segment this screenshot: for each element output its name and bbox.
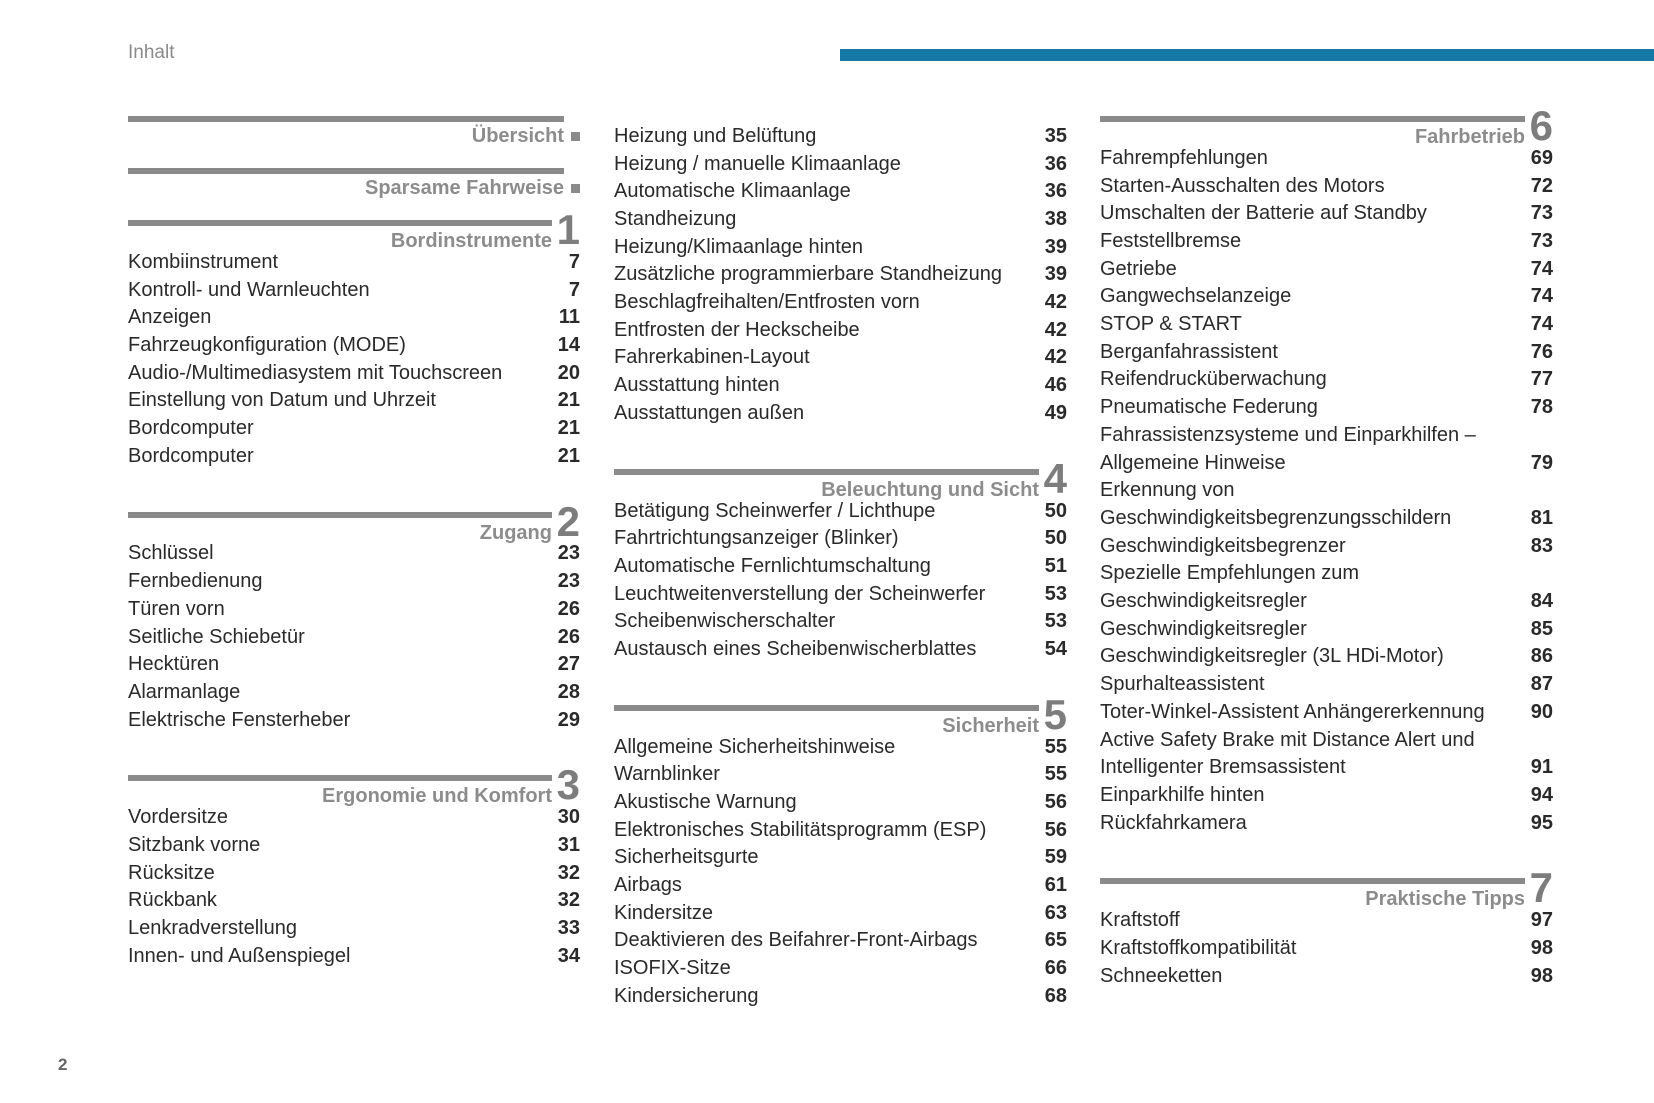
toc-entry-title: Airbags	[614, 874, 682, 897]
toc-entry-page: 74	[1530, 285, 1553, 308]
toc-entry-title: Bordcomputer	[128, 444, 254, 467]
section-title[interactable]: Sparsame Fahrweise	[365, 177, 564, 199]
toc-entry[interactable]	[128, 360, 580, 388]
section-rule	[128, 168, 564, 174]
toc-entry-page: 23	[557, 570, 580, 593]
toc-entry[interactable]	[614, 372, 1067, 400]
toc-entry[interactable]	[614, 581, 1067, 609]
toc-entry-page: 66	[1044, 957, 1067, 980]
toc-entry-page: 31	[557, 833, 580, 856]
toc-entry[interactable]	[128, 332, 580, 360]
section-header	[128, 108, 580, 160]
toc-entry-title: Warnblinker	[614, 763, 720, 786]
toc-entry-page: 36	[1044, 152, 1067, 175]
toc-entry-title: Innen- und Außenspiegel	[128, 944, 351, 967]
toc-entry-title: Umschalten der Batterie auf Standby	[1100, 202, 1427, 225]
toc-entry[interactable]	[1100, 907, 1553, 935]
toc-entry-page: 14	[557, 334, 580, 357]
toc-entry[interactable]	[614, 498, 1067, 526]
section-square-marker	[571, 184, 580, 193]
toc-entry-title: Akustische Warnung	[614, 791, 797, 814]
toc-entry[interactable]	[1100, 699, 1553, 727]
toc-entry-title: Automatische Fernlichtumschaltung	[614, 554, 931, 577]
toc-entry-page: 30	[557, 806, 580, 829]
toc-entry-title: Allgemeine Sicherheitshinweise	[614, 735, 896, 758]
toc-entry[interactable]	[128, 651, 580, 679]
toc-section	[614, 690, 1067, 1011]
toc-entry[interactable]	[614, 317, 1067, 345]
toc-entry-page: 98	[1530, 964, 1553, 987]
section-title[interactable]: Praktische Tipps	[1365, 888, 1525, 911]
toc-entry-title: Standheizung	[614, 208, 737, 231]
toc-entry-title: Spezielle Empfehlungen zum Geschwindigkeitsregler	[1100, 562, 1360, 613]
toc-entry[interactable]	[1100, 810, 1553, 838]
toc-entry[interactable]	[1100, 311, 1553, 339]
toc-entry-page: 28	[557, 680, 580, 703]
toc-entry-page: 59	[1044, 846, 1067, 869]
toc-entry[interactable]	[614, 844, 1067, 872]
toc-entry[interactable]	[614, 900, 1067, 928]
toc-entry-page: 21	[557, 417, 580, 440]
toc-entry[interactable]	[1100, 560, 1553, 615]
toc-entry-page: 11	[558, 306, 580, 329]
toc-entry-page: 56	[1044, 818, 1067, 841]
section-header	[1100, 102, 1553, 149]
toc-entry-title: Kombiinstrument	[128, 250, 279, 273]
section-number: 6	[1529, 102, 1553, 149]
section-title[interactable]: Sicherheit	[942, 714, 1039, 737]
toc-entry-page: 42	[1044, 291, 1067, 314]
toc-entry-title: Spurhalteassistent	[1100, 673, 1265, 696]
toc-entry-page: 38	[1044, 208, 1067, 231]
toc-entry-page: 74	[1530, 313, 1553, 336]
toc-entry-title: Fahrzeugkonfiguration (MODE)	[128, 334, 406, 357]
toc-entry-title: Elektrische Fensterheber	[128, 708, 351, 731]
toc-entry-page: 29	[557, 708, 580, 731]
toc-entry-title: Pneumatische Federung	[1100, 396, 1318, 419]
toc-entry-title: Heizung / manuelle Klimaanlage	[614, 152, 901, 175]
toc-entry-page: 55	[1044, 763, 1067, 786]
toc-entry[interactable]	[614, 400, 1067, 428]
toc-entry-title: STOP & START	[1100, 313, 1242, 336]
toc-entry-title: Betätigung Scheinwerfer / Lichthupe	[614, 499, 936, 522]
toc-entry-title: Berganfahrassistent	[1100, 340, 1278, 363]
toc-entry[interactable]	[128, 387, 580, 415]
toc-entry-page: 53	[1044, 610, 1067, 633]
section-rule	[614, 469, 1039, 475]
toc-entry-title: Reifendrucküberwachung	[1100, 368, 1327, 391]
toc-entry[interactable]	[614, 345, 1067, 373]
toc-section	[1100, 102, 1553, 870]
toc-entry-page: 27	[557, 653, 580, 676]
toc-entry-page: 91	[1530, 756, 1553, 779]
toc-entry-page: 85	[1530, 617, 1553, 640]
toc-entry[interactable]	[128, 443, 580, 471]
toc-entry-page: 95	[1530, 811, 1553, 834]
toc-entry-page: 39	[1044, 235, 1067, 258]
toc-entry[interactable]	[128, 541, 580, 569]
toc-entry-title: Elektronisches Stabilitätsprogramm (ESP)	[614, 818, 987, 841]
toc-entry[interactable]	[1100, 643, 1553, 671]
toc-entry-title: Hecktüren	[128, 653, 220, 676]
toc-entry-title: Geschwindigkeitsregler	[1100, 617, 1307, 640]
toc-entry-title: Entfrosten der Heckscheibe	[614, 318, 860, 341]
toc-entry-page: 54	[1044, 637, 1067, 660]
toc-entry[interactable]	[128, 887, 580, 915]
toc-entry-title: Ausstattung hinten	[614, 374, 780, 397]
toc-entry-page: 98	[1530, 936, 1553, 959]
toc-entry-title: Fahrassistenzsysteme und Einparkhilfen – Allgemeine Hinweise	[1100, 423, 1476, 474]
toc-entry-title: Vordersitze	[128, 806, 229, 829]
toc-entry-title: Schlüssel	[128, 542, 214, 565]
toc-entry[interactable]	[1100, 394, 1553, 422]
toc-entry-page: 79	[1530, 451, 1553, 474]
section-square-marker	[571, 132, 580, 141]
toc-entry-page: 65	[1044, 929, 1067, 952]
toc-section	[614, 454, 1067, 697]
toc-entry[interactable]	[1100, 963, 1553, 991]
toc-entry[interactable]	[128, 568, 580, 596]
toc-entry-title: Ausstattungen außen	[614, 401, 805, 424]
section-rule	[1100, 116, 1525, 122]
toc-entry-title: ISOFIX-Sitze	[614, 957, 731, 980]
toc-section	[614, 108, 1067, 461]
toc-entry[interactable]	[614, 761, 1067, 789]
section-header	[614, 454, 1067, 502]
toc-section	[128, 160, 580, 212]
toc-entry[interactable]	[1100, 671, 1553, 699]
toc-entry-page: 78	[1530, 396, 1553, 419]
header-label: Inhalt	[128, 42, 175, 63]
toc-entry-page: 49	[1044, 401, 1067, 424]
toc-entry[interactable]	[1100, 422, 1553, 477]
section-rule	[614, 705, 1039, 711]
toc-entry-title: Türen vorn	[128, 597, 225, 620]
toc-entry-title: Fernbedienung	[128, 570, 263, 593]
section-title[interactable]: Bordinstrumente	[390, 230, 552, 252]
section-rule	[128, 116, 564, 122]
toc-entry-title: Audio-/Multimediasystem mit Touchscreen	[128, 361, 503, 384]
toc-entry[interactable]	[614, 983, 1067, 1011]
toc-section	[128, 206, 580, 504]
section-number: 2	[556, 497, 580, 545]
toc-entry[interactable]	[1100, 935, 1553, 963]
toc-entry[interactable]	[614, 234, 1067, 262]
toc-entry[interactable]	[614, 608, 1067, 636]
toc-entry-title: Beschlagfreihalten/Entfrosten vorn	[614, 291, 920, 314]
toc-entry[interactable]	[1100, 367, 1553, 395]
section-header	[128, 761, 580, 809]
section-number: 5	[1043, 690, 1067, 738]
toc-entry-page: 55	[1044, 735, 1067, 758]
toc-entry[interactable]	[614, 817, 1067, 845]
toc-entry-page: 39	[1044, 263, 1067, 286]
toc-entry[interactable]	[614, 789, 1067, 817]
toc-entry-title: Deaktivieren des Beifahrer-Front-Airbags	[614, 929, 978, 952]
toc-entry[interactable]	[128, 943, 580, 971]
toc-entry-page: 32	[557, 889, 580, 912]
toc-entry-title: Zusätzliche programmierbare Standheizung	[614, 263, 1002, 286]
toc-entry[interactable]	[614, 151, 1067, 179]
section-title[interactable]: Übersicht	[471, 125, 564, 147]
toc-entry-title: Kontroll- und Warnleuchten	[128, 278, 370, 301]
toc-entry-page: 36	[1044, 180, 1067, 203]
section-header	[128, 206, 580, 253]
toc-entry[interactable]	[1100, 228, 1553, 256]
toc-entry-title: Sicherheitsgurte	[614, 846, 759, 869]
toc-entry[interactable]	[614, 955, 1067, 983]
toc-entry-page: 53	[1044, 582, 1067, 605]
toc-entry[interactable]	[1100, 200, 1553, 228]
toc-entry-page: 7	[568, 250, 580, 273]
toc-entry[interactable]	[128, 679, 580, 707]
toc-entry[interactable]	[128, 596, 580, 624]
section-title[interactable]: Ergonomie und Komfort	[322, 785, 552, 808]
toc-entry[interactable]	[128, 860, 580, 888]
toc-entry[interactable]	[1100, 782, 1553, 810]
toc-section	[128, 761, 580, 970]
section-number: 1	[556, 206, 580, 253]
toc-entry-page: 21	[557, 444, 580, 467]
toc-entry-page: 26	[557, 597, 580, 620]
toc-entry[interactable]	[128, 804, 580, 832]
toc-entry-title: Scheibenwischerschalter	[614, 610, 836, 633]
section-header	[128, 497, 580, 545]
toc-entry-title: Bordcomputer	[128, 417, 254, 440]
section-number: 7	[1529, 864, 1553, 912]
toc-entry[interactable]	[1100, 256, 1553, 284]
toc-entry-page: 90	[1530, 700, 1553, 723]
toc-entry[interactable]	[1100, 727, 1553, 782]
toc-entry-title: Einstellung von Datum und Uhrzeit	[128, 389, 436, 412]
section-number: 3	[556, 761, 580, 809]
toc-entry-page: 50	[1044, 527, 1067, 550]
toc-entry[interactable]	[128, 707, 580, 735]
toc-entry-page: 84	[1530, 590, 1553, 613]
toc-entry[interactable]	[128, 249, 580, 277]
toc-entry[interactable]	[614, 636, 1067, 664]
page-number: 2	[58, 1055, 68, 1074]
toc-entry[interactable]	[614, 206, 1067, 234]
toc-entry[interactable]	[614, 872, 1067, 900]
toc-entry-title: Seitliche Schiebetür	[128, 625, 305, 648]
toc-entry-title: Fahrempfehlungen	[1100, 146, 1268, 169]
toc-entry-page: 76	[1530, 340, 1553, 363]
toc-entry-page: 51	[1044, 554, 1067, 577]
toc-entry-title: Fahrtrichtungsanzeiger (Blinker)	[614, 527, 899, 550]
toc-entry-page: 56	[1044, 791, 1067, 814]
toc-entry-title: Heizung und Belüftung	[614, 124, 817, 147]
toc-entry-title: Active Safety Brake mit Distance Alert und Intelligenter Bremsassistent	[1100, 728, 1475, 779]
toc-entry-title: Automatische Klimaanlage	[614, 180, 851, 203]
toc-entry-page: 23	[557, 542, 580, 565]
toc-entry-title: Leuchtweitenverstellung der Scheinwerfer	[614, 582, 986, 605]
toc-entry-page: 73	[1530, 202, 1553, 225]
toc-entry[interactable]	[128, 304, 580, 332]
section-header	[128, 160, 580, 212]
toc-entry-page: 73	[1530, 230, 1553, 253]
toc-entry-page: 7	[568, 278, 580, 301]
toc-entry-title: Toter-Winkel-Assistent Anhängererkennung	[1100, 700, 1485, 723]
toc-entry-title: Geschwindigkeitsbegrenzer	[1100, 534, 1346, 557]
toc-entry[interactable]	[1100, 283, 1553, 311]
toc-column-3	[1100, 102, 1553, 990]
toc-entry-page: 61	[1044, 874, 1067, 897]
toc-entry[interactable]	[1100, 533, 1553, 561]
toc-entry-page: 63	[1044, 901, 1067, 924]
toc-entry-page: 72	[1530, 174, 1553, 197]
toc-entry-title: Anzeigen	[128, 306, 212, 329]
toc-entry-title: Gangwechselanzeige	[1100, 285, 1292, 308]
toc-entry-page: 68	[1044, 984, 1067, 1007]
toc-entry[interactable]	[128, 277, 580, 305]
toc-entry-page: 97	[1530, 909, 1553, 932]
toc-entry[interactable]	[614, 525, 1067, 553]
toc-entry-title: Erkennung von Geschwindigkeitsbegrenzungsschildern	[1100, 479, 1452, 529]
toc-entry-page: 42	[1044, 346, 1067, 369]
toc-entry-title: Rückbank	[128, 889, 217, 912]
toc-section	[1100, 864, 1553, 990]
toc-entry-page: 81	[1530, 506, 1553, 529]
toc-entry[interactable]	[614, 553, 1067, 581]
toc-entry[interactable]	[614, 928, 1067, 956]
toc-entry-page: 34	[557, 944, 580, 967]
toc-entry-title: Getriebe	[1100, 257, 1177, 280]
section-header	[1100, 864, 1553, 912]
toc-entry-page: 77	[1530, 368, 1553, 391]
toc-entry-page: 35	[1044, 124, 1067, 147]
toc-entry[interactable]	[1100, 616, 1553, 644]
toc-entry-page: 83	[1530, 534, 1553, 557]
toc-column-1	[128, 108, 580, 970]
section-title[interactable]: Beleuchtung und Sicht	[821, 478, 1039, 501]
toc-entry-title: Starten-Ausschalten des Motors	[1100, 174, 1385, 197]
toc-entry[interactable]	[614, 734, 1067, 762]
section-number: 4	[1043, 454, 1067, 502]
section-title[interactable]: Zugang	[479, 521, 552, 544]
toc-entry-page: 50	[1044, 499, 1067, 522]
toc-entry-title: Kindersicherung	[614, 984, 759, 1007]
toc-entry-page: 69	[1530, 146, 1553, 169]
toc-entry-page: 86	[1530, 645, 1553, 668]
section-rule	[128, 220, 552, 226]
toc-entry-title: Kraftstoff	[1100, 909, 1180, 932]
section-rule	[1100, 878, 1525, 884]
toc-entry-page: 20	[557, 361, 580, 384]
toc-entry[interactable]	[128, 415, 580, 443]
toc-entry[interactable]	[1100, 477, 1553, 532]
toc-entry-page: 42	[1044, 318, 1067, 341]
toc-entry-title: Sitzbank vorne	[128, 833, 261, 856]
toc-entry[interactable]	[614, 178, 1067, 206]
toc-entry[interactable]	[1100, 173, 1553, 201]
header-accent-bar	[840, 49, 1654, 61]
toc-entry-page: 46	[1044, 374, 1067, 397]
toc-entry-page: 32	[557, 861, 580, 884]
toc-entry-page: 87	[1530, 673, 1553, 696]
toc-entry[interactable]	[128, 915, 580, 943]
toc-entry[interactable]	[614, 289, 1067, 317]
section-header	[614, 690, 1067, 738]
toc-entry-page: 74	[1530, 257, 1553, 280]
toc-entry-title: Schneeketten	[1100, 964, 1223, 987]
toc-entry-title: Heizung/Klimaanlage hinten	[614, 235, 864, 258]
toc-entry-title: Geschwindigkeitsregler (3L HDi-Motor)	[1100, 645, 1444, 668]
toc-entry-title: Kindersitze	[614, 901, 713, 924]
toc-entry[interactable]	[614, 123, 1067, 151]
toc-entry-title: Alarmanlage	[128, 680, 241, 703]
toc-entry-title: Lenkradverstellung	[128, 917, 297, 940]
toc-entry-title: Feststellbremse	[1100, 230, 1242, 253]
toc-entry-page: 26	[557, 625, 580, 648]
section-title[interactable]: Fahrbetrieb	[1414, 126, 1525, 148]
toc-section	[128, 497, 580, 768]
section-rule	[128, 512, 552, 518]
section-rule	[128, 775, 552, 781]
toc-entry[interactable]	[614, 261, 1067, 289]
toc-entry-title: Kraftstoffkompatibilität	[1100, 936, 1297, 959]
toc-entry[interactable]	[128, 624, 580, 652]
toc-entry-page: 33	[557, 917, 580, 940]
toc-entry-title: Rücksitze	[128, 861, 215, 884]
toc-entry[interactable]	[128, 832, 580, 860]
toc-entry-title: Rückfahrkamera	[1100, 811, 1247, 834]
toc-entry-title: Austausch eines Scheibenwischerblattes	[614, 637, 977, 660]
toc-entry-title: Fahrerkabinen-Layout	[614, 346, 810, 369]
toc-entry-page: 94	[1530, 783, 1553, 806]
toc-entry-page: 21	[557, 389, 580, 412]
toc-section	[128, 108, 580, 160]
toc-entry-title: Einparkhilfe hinten	[1100, 783, 1265, 806]
toc-entry[interactable]	[1100, 145, 1553, 173]
toc-column-2	[614, 108, 1067, 1011]
toc-entry[interactable]	[1100, 339, 1553, 367]
